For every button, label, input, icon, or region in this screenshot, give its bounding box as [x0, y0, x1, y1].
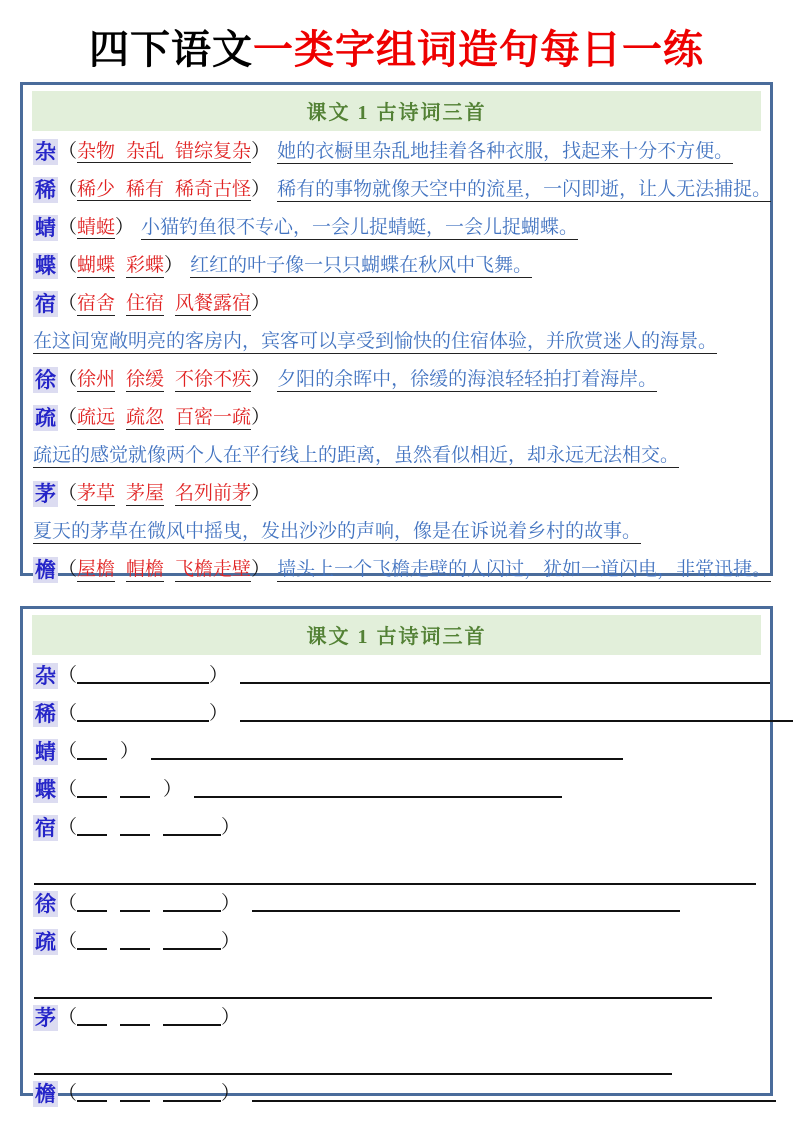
vocab-word: 稀奇古怪: [175, 179, 252, 200]
target-character: 疏: [35, 406, 56, 430]
vocab-word: 名列前茅: [175, 483, 252, 504]
example-sentence: 稀有的事物就像天空中的流星，一闪即逝，让人无法捕捉。: [277, 179, 772, 200]
vocab-word: 蜻蜓: [77, 217, 116, 238]
lesson-header: 课文 1 古诗词三首: [32, 615, 761, 655]
entry-row-die: [31, 247, 762, 285]
sentence-row-su: [31, 323, 762, 361]
word-group: [77, 255, 164, 276]
answer-blank: [120, 1090, 150, 1102]
entry-row-xi: [31, 171, 772, 209]
open-paren: （: [58, 293, 78, 314]
example-sentence: 疏远的感觉就像两个人在平行线上的距离，虽然看似相近，却永远无法相交。: [33, 445, 680, 466]
example-sentence: 她的衣橱里杂乱地挂着各种衣服，找起来十分不方便。: [277, 141, 734, 162]
entry-row-shu: [31, 399, 762, 437]
open-paren: （: [58, 179, 78, 200]
open-paren: （: [58, 817, 78, 838]
close-paren: ）: [251, 369, 271, 390]
word-group: [77, 141, 251, 163]
open-paren: （: [58, 255, 78, 276]
practice-row-qing: [31, 733, 762, 771]
practice-row-die: [31, 771, 762, 809]
word-group: [77, 559, 251, 580]
entry-row-xu: [31, 361, 762, 399]
close-paren: ）: [221, 931, 241, 952]
practice-row-za: [31, 657, 762, 695]
entry-row-qing: [31, 209, 762, 247]
example-sentence: 墙头上一个飞檐走壁的人闪过，犹如一道闪电，非常迅捷。: [277, 559, 772, 580]
lesson-header: 课文 1 古诗词三首: [32, 91, 761, 131]
target-character: 茅: [35, 1006, 56, 1030]
vocab-word: 飞檐走壁: [175, 559, 252, 580]
vocab-word: 彩蝶: [126, 255, 165, 276]
vocab-word: 风餐露宿: [175, 293, 252, 314]
vocab-word: 蝴蝶: [77, 255, 116, 276]
page-title-black: 四下语文: [89, 27, 253, 72]
target-character: 蜻: [35, 740, 56, 764]
practice-row-xu: [31, 885, 762, 923]
close-paren: ）: [115, 217, 135, 238]
word-group: [77, 369, 251, 390]
close-paren: ）: [164, 255, 184, 276]
open-paren: （: [58, 931, 78, 952]
target-character: 徐: [35, 368, 56, 392]
vocab-word: 不徐不疾: [175, 369, 252, 390]
answer-blank: [120, 824, 150, 836]
target-character: 宿: [35, 292, 56, 316]
example-sentence: 小猫钓鱼很不专心，一会儿捉蜻蜓，一会儿捉蝴蝶。: [141, 217, 579, 238]
answer-blank: [120, 1014, 150, 1026]
open-paren: （: [58, 741, 78, 762]
target-character: 杂: [35, 140, 56, 164]
vocab-word: 百密一疏: [175, 407, 252, 428]
target-character: 蜻: [35, 216, 56, 240]
target-character: 茅: [35, 482, 56, 506]
answer-blank: [120, 938, 150, 950]
vocab-word: 茅草: [77, 483, 116, 504]
page-title: [0, 0, 793, 72]
close-paren: ）: [221, 1083, 241, 1104]
vocab-word: 疏远: [77, 407, 116, 428]
practice-row-su: [31, 809, 762, 847]
vocab-word: 住宿: [126, 293, 165, 314]
sentence-blank: [240, 672, 770, 684]
sentence-blank: [252, 1090, 776, 1102]
sentence-blank-full: [34, 847, 756, 885]
vocab-word: 稀有: [126, 179, 165, 200]
sentence-blank: [252, 900, 680, 912]
example-sentence: 夏天的茅草在微风中摇曳，发出沙沙的声响，像是在诉说着乡村的故事。: [33, 521, 642, 542]
target-character: 蝶: [35, 778, 56, 802]
open-paren: （: [58, 1007, 78, 1028]
target-character: 杂: [35, 664, 56, 688]
word-group: [77, 483, 251, 504]
answer-blank: [120, 786, 150, 798]
answer-blank: [120, 900, 150, 912]
open-paren: （: [58, 217, 78, 238]
word-group: [77, 179, 251, 201]
answer-blank: [163, 900, 221, 912]
open-paren: （: [58, 665, 78, 686]
vocab-word: 错综复杂: [175, 141, 252, 162]
open-paren: （: [58, 141, 78, 162]
target-character: 徐: [35, 892, 56, 916]
word-group: [77, 407, 251, 428]
word-group: [77, 293, 251, 314]
answer-blank: [163, 938, 221, 950]
close-paren: ）: [251, 483, 271, 504]
vocab-word: 徐州: [77, 369, 116, 390]
example-sentence: 夕阳的余晖中，徐缓的海浪轻轻拍打着海岸。: [277, 369, 658, 390]
vocab-word: 杂物: [77, 141, 116, 162]
open-paren: （: [58, 483, 78, 504]
answer-blank: [77, 1090, 107, 1102]
close-paren: ）: [221, 893, 241, 914]
close-paren: ）: [251, 559, 271, 580]
answer-blank: [163, 1090, 221, 1102]
answer-blank: [77, 786, 107, 798]
vocab-word: 疏忽: [126, 407, 165, 428]
practice-row-mao: [31, 999, 762, 1037]
answer-blank: [77, 672, 209, 684]
sentence-blank: [151, 748, 623, 760]
open-paren: （: [58, 1083, 78, 1104]
entry-row-za: [31, 133, 762, 171]
sentence-row-mao: [31, 513, 762, 551]
vocab-word: 宿舍: [77, 293, 116, 314]
entry-row-mao: [31, 475, 762, 513]
target-character: 稀: [35, 178, 56, 202]
sentence-blank-full: [34, 1037, 672, 1075]
open-paren: （: [58, 407, 78, 428]
practice-row-shu: [31, 923, 762, 961]
sentence-blank: [194, 786, 562, 798]
answer-blank: [163, 1014, 221, 1026]
close-paren: ）: [251, 293, 271, 314]
open-paren: （: [58, 559, 78, 580]
sentence-row-shu: [31, 437, 762, 475]
vocab-word: 屋檐: [77, 559, 116, 580]
close-paren: ）: [251, 179, 271, 200]
answer-blank: [77, 938, 107, 950]
page-title-red: 一类字组词造句每日一练: [253, 27, 704, 72]
example-sentence: 在这间宽敞明亮的客房内，宾客可以享受到愉快的住宿体验，并欣赏迷人的海景。: [33, 331, 718, 352]
entry-row-su: [31, 285, 762, 323]
open-paren: （: [58, 893, 78, 914]
open-paren: （: [58, 369, 78, 390]
target-character: 檐: [35, 558, 56, 582]
practice-row-yan: [31, 1075, 762, 1113]
answer-blank: [77, 1014, 107, 1026]
target-character: 稀: [35, 702, 56, 726]
close-paren: ）: [120, 741, 140, 762]
sentence-blank-full: [34, 961, 712, 999]
example-sentence: 红红的叶子像一只只蝴蝶在秋风中飞舞。: [190, 255, 533, 276]
answer-blank: [77, 748, 107, 760]
open-paren: （: [58, 703, 78, 724]
answer-blank: [77, 710, 209, 722]
close-paren: ）: [221, 817, 241, 838]
target-character: 疏: [35, 930, 56, 954]
sentence-blank: [240, 710, 793, 722]
close-paren: ）: [251, 407, 271, 428]
answer-blank: [163, 824, 221, 836]
close-paren: ）: [163, 779, 183, 800]
close-paren: ）: [221, 1007, 241, 1028]
close-paren: ）: [209, 665, 229, 686]
open-paren: （: [58, 779, 78, 800]
answer-blank: [77, 900, 107, 912]
target-character: 宿: [35, 816, 56, 840]
vocab-word: 茅屋: [126, 483, 165, 504]
vocab-word: 杂乱: [126, 141, 165, 162]
vocab-word: 稀少: [77, 179, 116, 200]
vocab-word: 徐缓: [126, 369, 165, 390]
target-character: 蝶: [35, 254, 56, 278]
answer-blank: [77, 824, 107, 836]
practice-row-xi: [31, 695, 762, 733]
entry-row-yan: [31, 551, 772, 589]
word-group: [77, 217, 115, 239]
vocab-word: 帽檐: [126, 559, 165, 580]
close-paren: ）: [209, 703, 229, 724]
close-paren: ）: [251, 141, 271, 162]
target-character: 檐: [35, 1082, 56, 1106]
practice-section: [20, 606, 773, 1106]
answer-section: [20, 82, 773, 582]
